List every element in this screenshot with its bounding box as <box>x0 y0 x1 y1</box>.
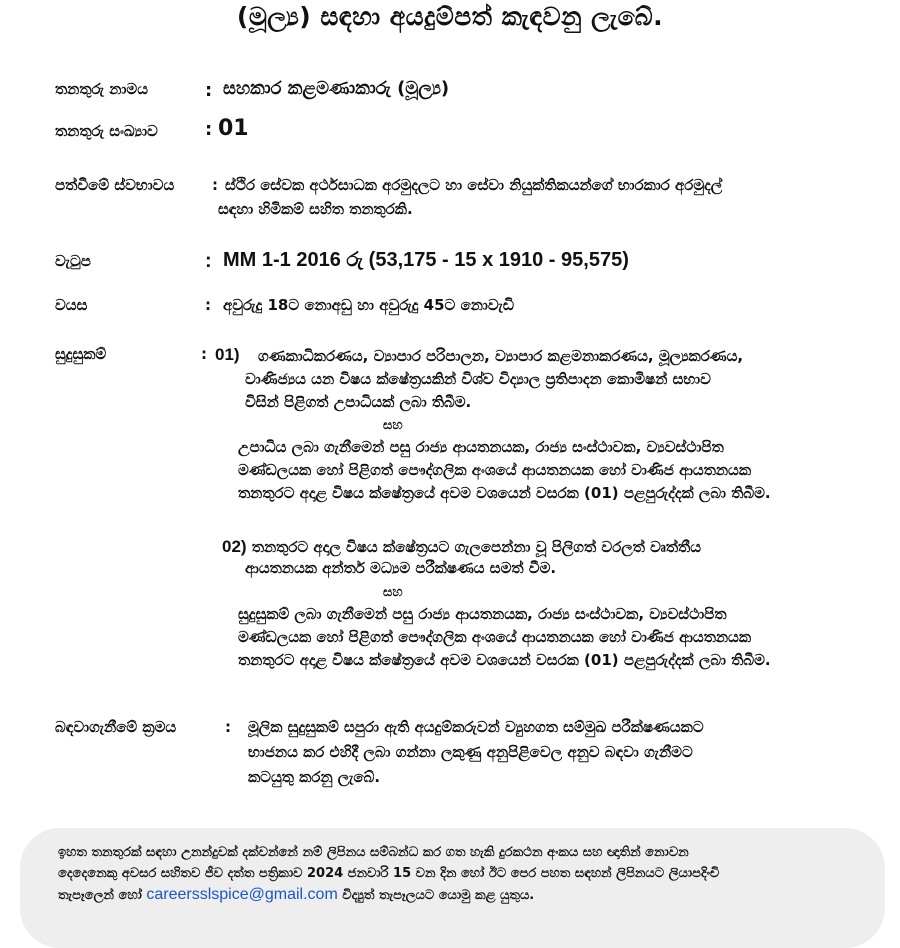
colon: : <box>205 80 213 101</box>
recruitment-line: භාජනය කර එහිදී ලබා ගන්නා ලකුණු අනුපිළිවෙල අනුව බඳවා ගැනීමට <box>248 743 693 761</box>
appointment-nature-label: පත්වීමේ ස්වභාවය <box>55 176 175 194</box>
salary-value: MM 1-1 2016 රු (53,175 - 15 x 1910 - 95,575) <box>223 249 629 271</box>
age-value: අවුරුදු 18ට නොඅඩු හා අවුරුදු 45ට නොවැඩි <box>223 296 514 314</box>
post-name-value: සහකාර කළමණාකාරු (මූල්‍ය) <box>223 78 450 99</box>
post-count-label: තනතුරු සංඛ්‍යාව <box>55 122 158 140</box>
application-instructions <box>58 842 878 906</box>
recruitment-value <box>248 715 704 790</box>
qualification-1-line: විසින් පිළිගත් උපාධියක් ලබා තිබීම. <box>245 393 472 411</box>
appointment-nature-value-line1: ස්ථිර සේවක අර්ථසාධක අරමුදලට හා සේවා නියුක්තිකයන්ගේ භාරකාර අරමුදල් <box>225 176 723 194</box>
colon: : <box>212 176 218 194</box>
qualification-2-number: 02) <box>222 537 247 556</box>
qualification-2-text-cont <box>245 557 556 580</box>
experience-line: මණ්ඩලයක හෝ පිළිගත් පෞද්ගලික අංශයේ ආයතනයක හෝ වාණිජ ආයතනයක <box>238 461 752 479</box>
qualification-1-line: වාණිජ්‍යය යන විෂය ක්ෂේත්‍රයකින් විශ්ව විද්‍යාල ප්‍රතිපාදන කොමිෂන් සභාව <box>245 370 711 388</box>
recruitment-line: මූලික සුදුසුකම් සපුරා ඇති අයදුම්කරුවන් ව්‍යුහගත සම්මුඛ පරීක්ෂණයකට <box>248 718 704 736</box>
colon: : <box>201 345 207 363</box>
qualification-2-experience <box>238 603 771 672</box>
email-link[interactable]: careersslspice@gmail.com <box>146 886 338 903</box>
qualification-1-text <box>258 345 743 368</box>
experience-line: උපාධිය ලබා ගැනීමෙන් පසු රාජ්‍ය ආයතනයක, රාජ්‍ය සංස්ථාවක, ව්‍යවස්ථාපිත <box>238 438 724 456</box>
experience-line: සුදුසුකම් ලබා ගැනීමෙන් පසු රාජ්‍ය ආයතනයක, රාජ්‍ය සංස්ථාවක, ව්‍යවස්ථාපිත <box>238 605 727 623</box>
qualification-1-experience <box>238 436 771 505</box>
instructions-text: තැපෑලෙන් හෝ <box>58 888 142 903</box>
salary-label: වැටුප <box>55 252 91 270</box>
instructions-text: විද්‍යුත් තැපෑලයට යොමු කළ යුතුය. <box>342 888 535 903</box>
and-connector: සහ <box>383 585 403 600</box>
instructions-line <box>58 884 878 906</box>
qualification-2-text <box>222 535 701 559</box>
age-label: වයස <box>55 296 88 314</box>
recruitment-label: බඳවාගැනීමේ ක්‍රමය <box>55 718 177 736</box>
instructions-line: ඉහත තනතුරක් සඳහා උනන්දුවක් දක්වන්නේ නම් ලිපිනය සම්බන්ධ කර ගත හැකි දුරකථන අංකය සහ ඥාතින් නොවන <box>58 845 689 860</box>
colon: : <box>205 119 213 140</box>
experience-line: මණ්ඩලයක හෝ පිළිගත් පෞද්ගලික අංශයේ ආයතනයක හෝ වාණිජ ආයතනයක <box>238 628 752 646</box>
recruitment-line: කටයුතු කරනු ලැබේ. <box>248 768 381 786</box>
colon: : <box>205 296 211 314</box>
qualification-1-text-cont <box>245 368 711 414</box>
appointment-nature-value-line2: සඳහා හිමිකම් සහිත තනතුරකි. <box>218 200 413 218</box>
instructions-line: දෙදෙනෙකු අවසර සහිතව ජීව දත්ත පත්‍රිකාව 2024 ජනවාරි 15 වන දින හෝ ඊට පෙර පහත සඳහන් ලිපිනයට ලියාපදිංචි <box>58 866 720 881</box>
colon: : <box>225 718 231 736</box>
qualification-1-number: 01) <box>215 345 240 364</box>
qualifications-label: සුදුසුකම් <box>55 345 107 363</box>
experience-line: තනතුරට අදාළ විෂය ක්ෂේත්‍රයේ අවම වශයෙන් වසරක (01) පළපුරුද්දක් ලබා තිබීම. <box>238 484 771 502</box>
post-name-label: තනතුරු නාමය <box>55 80 148 98</box>
and-connector: සහ <box>383 418 403 433</box>
qualification-1-line: ගණකාධිකරණය, ව්‍යාපාර පරිපාලන, ව්‍යාපාර කළමනාකරණය, මූල්‍යකරණය, <box>258 347 744 365</box>
qualification-2-line: ආයතනයක අන්තර් මධ්‍යම පරීක්ෂණය සමත් වීම. <box>245 559 557 577</box>
experience-line: තනතුරට අදාළ විෂය ක්ෂේත්‍රයේ අවම වශයෙන් වසරක (01) පළපුරුද්දක් ලබා තිබීම. <box>238 651 771 669</box>
qualification-2-line: තනතුරට අදාල විෂය ක්ෂේත්‍රයට ගැලපෙන්නා වූ පිලිගත් වරලත් වෘත්තීය <box>251 538 701 556</box>
page-title: (මූල්‍ය) සඳහා අයදුම්පත් කැඳවනු ලැබේ. <box>236 2 664 31</box>
post-count-value: 01 <box>218 116 249 141</box>
colon: : <box>205 250 212 272</box>
